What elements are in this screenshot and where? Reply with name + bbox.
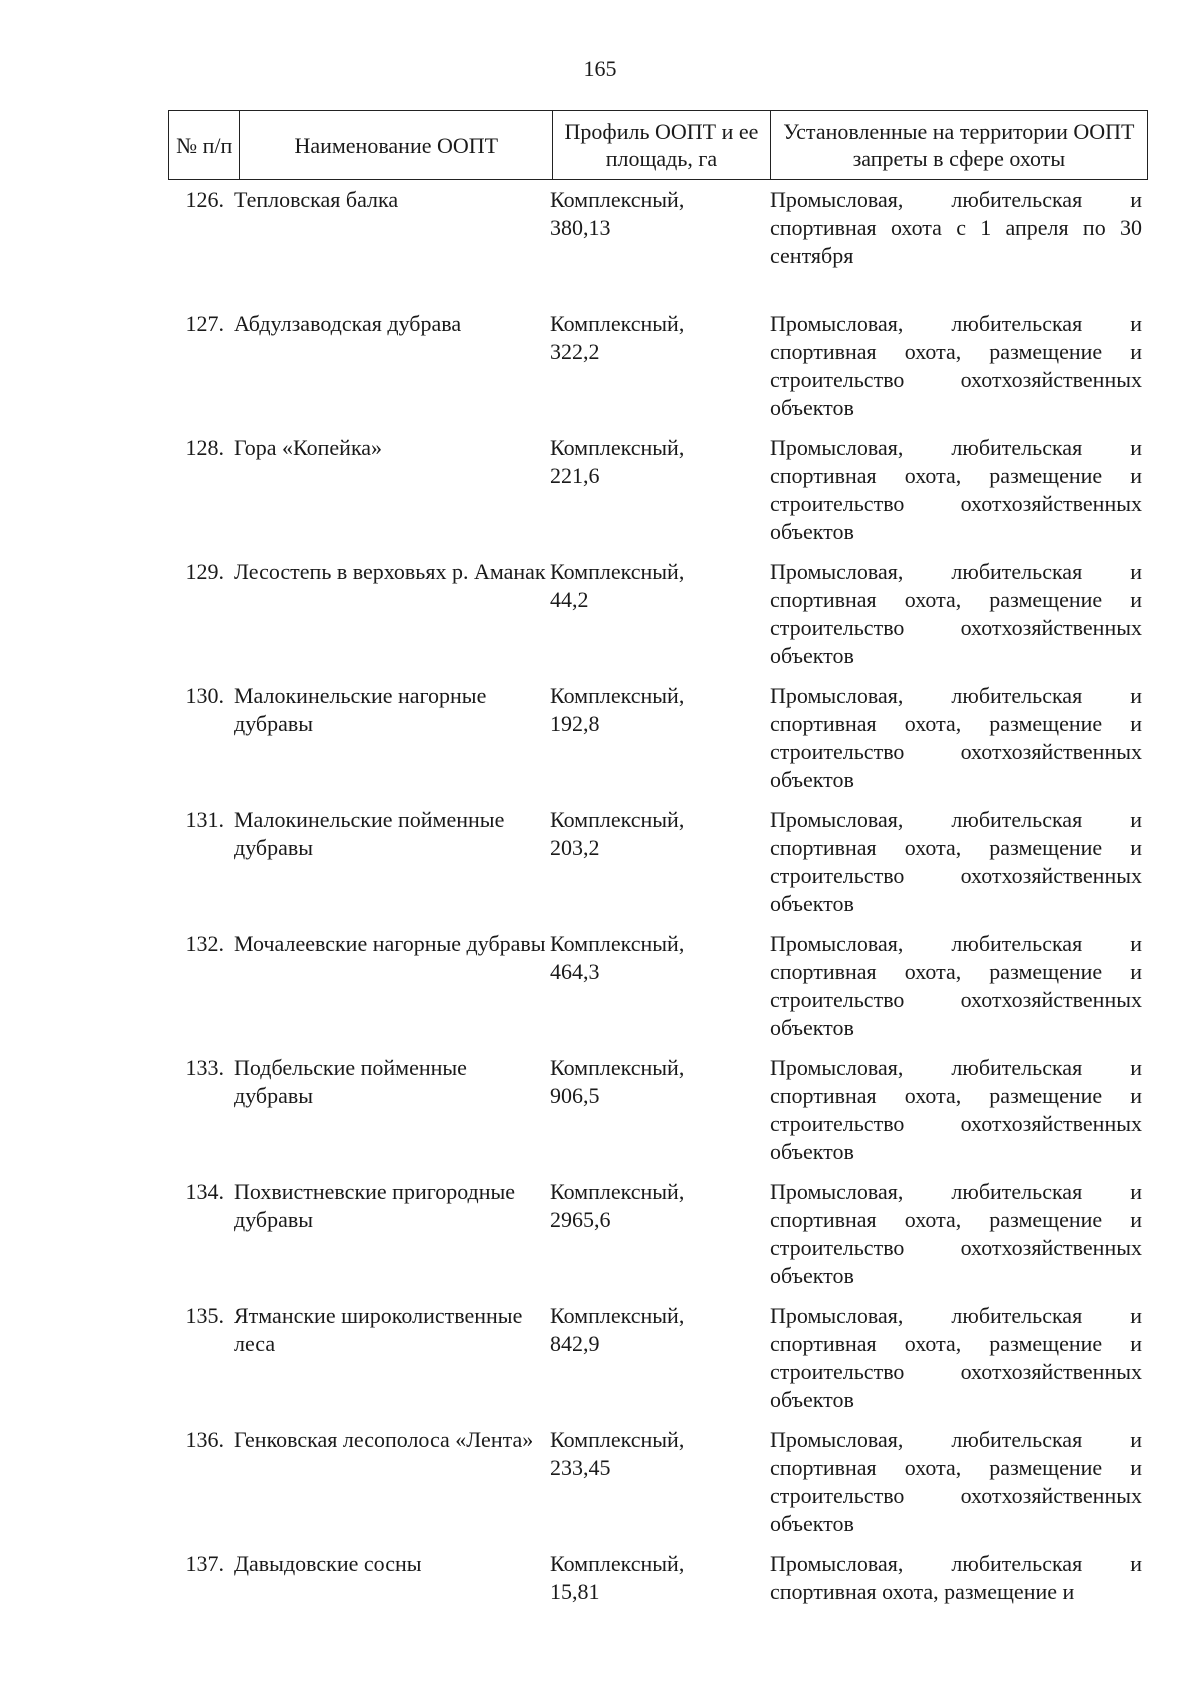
hunting-bans: Промысловая, любительская и спортивная охота, размещение и строительство охотхозяйственных объектов [770, 683, 1142, 792]
profile-type: Комплексный, [550, 311, 685, 336]
profile-type: Комплексный, [550, 1551, 685, 1576]
profile-type: Комплексный, [550, 807, 685, 832]
table-row [168, 806, 1148, 930]
row-number: 133. [185, 1055, 224, 1080]
profile-type: Комплексный, [550, 683, 685, 708]
hunting-bans: Промысловая, любительская и спортивная охота, размещение и строительство охотхозяйственных объектов [770, 1427, 1142, 1536]
area-name: Гора «Копейка» [234, 435, 383, 460]
row-number: 137. [185, 1551, 224, 1576]
table-row [168, 1054, 1148, 1178]
table-row [168, 1302, 1148, 1426]
profile-cell [546, 1426, 762, 1550]
row-number: 130. [185, 683, 224, 708]
hunting-bans: Промысловая, любительская и спортивная охота, размещение и строительство охотхозяйственных объектов [770, 435, 1142, 544]
table-row [168, 186, 1148, 310]
row-number: 134. [185, 1179, 224, 1204]
area-name: Ятманские широколиственные леса [234, 1303, 523, 1356]
profile-type: Комплексный, [550, 187, 685, 212]
row-number: 135. [185, 1303, 224, 1328]
row-number: 131. [185, 807, 224, 832]
area-name: Малокинельские нагорные дубравы [234, 683, 487, 736]
table-row [168, 1550, 1148, 1674]
table-row [168, 310, 1148, 434]
area-name: Малокинельские пойменные дубравы [234, 807, 505, 860]
table-body [168, 186, 1148, 1674]
area-size: 221,6 [550, 463, 600, 488]
row-number: 136. [185, 1427, 224, 1452]
profile-cell [546, 186, 762, 310]
profile-cell [546, 1054, 762, 1178]
profile-cell [546, 1302, 762, 1426]
profile-type: Комплексный, [550, 1427, 685, 1452]
hunting-bans: Промысловая, любительская и спортивная охота с 1 апреля по 30 сентября [770, 187, 1142, 268]
table-header [168, 110, 1148, 180]
area-size: 44,2 [550, 587, 589, 612]
area-name: Похвистневские пригородные дубравы [234, 1179, 516, 1232]
profile-cell [546, 558, 762, 682]
row-number: 129. [185, 559, 224, 584]
table-row [168, 930, 1148, 1054]
table-row [168, 434, 1148, 558]
area-size: 906,5 [550, 1083, 600, 1108]
area-name: Абдулзаводская дубрава [234, 311, 462, 336]
area-name: Генковская лесополоса «Лента» [234, 1427, 534, 1452]
area-size: 233,45 [550, 1455, 611, 1480]
profile-cell [546, 682, 762, 806]
page-number: 165 [583, 56, 617, 81]
profile-type: Комплексный, [550, 435, 685, 460]
area-name: Мочалеевские нагорные дубравы [234, 931, 546, 956]
hunting-bans: Промысловая, любительская и спортивная охота, размещение и строительство охотхозяйственных объектов [770, 931, 1142, 1040]
profile-type: Комплексный, [550, 1179, 685, 1204]
area-size: 842,9 [550, 1331, 600, 1356]
profile-cell [546, 1178, 762, 1302]
hunting-bans: Промысловая, любительская и спортивная охота, размещение и строительство охотхозяйственных объектов [770, 1179, 1142, 1288]
profile-type: Комплексный, [550, 559, 685, 584]
row-number: 132. [185, 931, 224, 956]
profile-type: Комплексный, [550, 1055, 685, 1080]
table-row [168, 682, 1148, 806]
header-profile: Профиль ООПТ и ее площадь, га [553, 111, 770, 180]
area-name: Лесостепь в верховьях р. Аманак [234, 559, 546, 584]
area-size: 2965,6 [550, 1207, 611, 1232]
row-number: 126. [185, 187, 224, 212]
table-row [168, 1178, 1148, 1302]
hunting-bans: Промысловая, любительская и спортивная охота, размещение и строительство охотхозяйственных объектов [770, 311, 1142, 420]
hunting-bans: Промысловая, любительская и спортивная охота, размещение и [770, 1551, 1142, 1604]
table-row [168, 1426, 1148, 1550]
header-name: Наименование ООПТ [240, 111, 553, 180]
table-row [168, 558, 1148, 682]
area-size: 15,81 [550, 1579, 600, 1604]
area-size: 464,3 [550, 959, 600, 984]
hunting-bans: Промысловая, любительская и спортивная охота, размещение и строительство охотхозяйственных объектов [770, 807, 1142, 916]
profile-cell [546, 1550, 762, 1674]
area-name: Подбельские пойменные дубравы [234, 1055, 467, 1108]
row-number: 128. [185, 435, 224, 460]
row-number: 127. [185, 311, 224, 336]
hunting-bans: Промысловая, любительская и спортивная охота, размещение и строительство охотхозяйственных объектов [770, 1055, 1142, 1164]
area-size: 322,2 [550, 339, 600, 364]
header-bans: Установленные на территории ООПТ запреты в сфере охоты [770, 111, 1147, 180]
profile-cell [546, 806, 762, 930]
header-num: № п/п [169, 111, 240, 180]
profile-type: Комплексный, [550, 1303, 685, 1328]
area-size: 192,8 [550, 711, 600, 736]
area-size: 380,13 [550, 215, 611, 240]
area-name: Тепловская балка [234, 187, 399, 212]
area-size: 203,2 [550, 835, 600, 860]
profile-cell [546, 434, 762, 558]
hunting-bans: Промысловая, любительская и спортивная охота, размещение и строительство охотхозяйственных объектов [770, 559, 1142, 668]
profile-type: Комплексный, [550, 931, 685, 956]
hunting-bans: Промысловая, любительская и спортивная охота, размещение и строительство охотхозяйственных объектов [770, 1303, 1142, 1412]
profile-cell [546, 310, 762, 434]
area-name: Давыдовские сосны [234, 1551, 422, 1576]
profile-cell [546, 930, 762, 1054]
